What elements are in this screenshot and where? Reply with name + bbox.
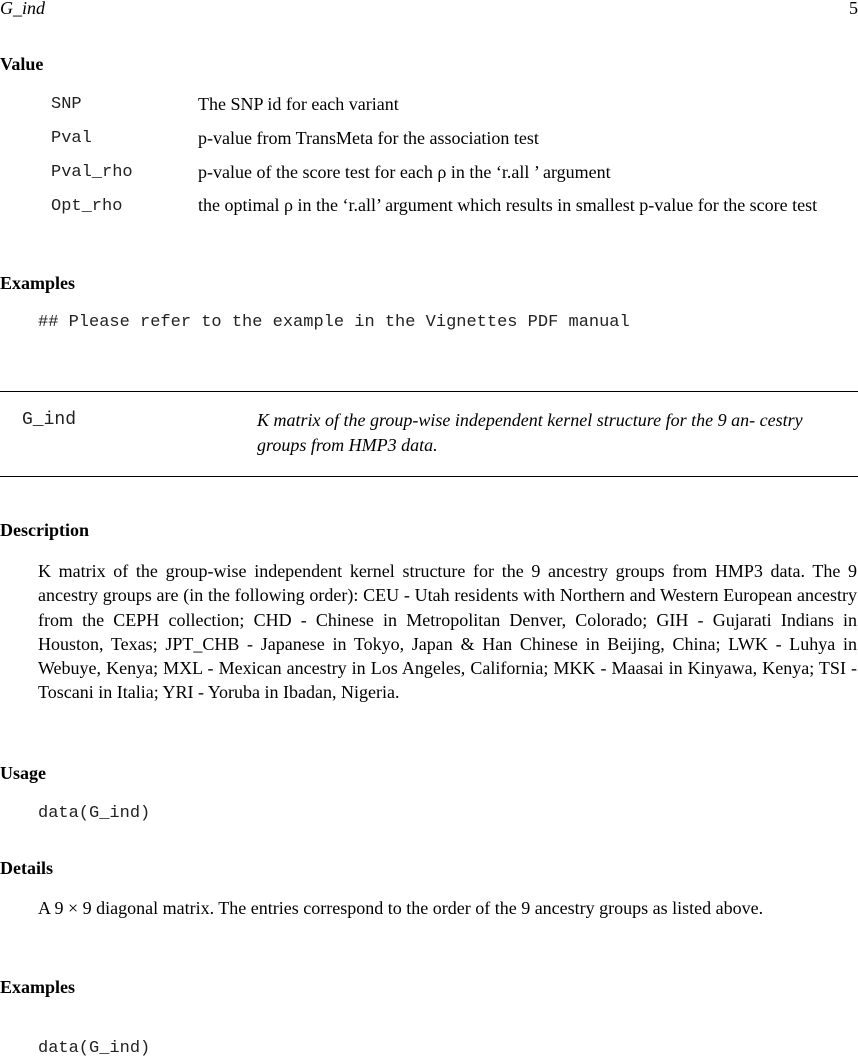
- examples-code-2: data(G_ind): [38, 1039, 151, 1058]
- title-rule-top: [0, 391, 858, 392]
- value-term-pval-rho: Pval_rho: [51, 163, 133, 182]
- description-text: K matrix of the group-wise independent kernel structure for the 9 ancestry groups from HMP3 data. The 9 ancestry groups are (in the following order): CEU - Utah residents with Northern and Western European ancestry from the CEPH collection; CHD - Chinese in Metropolitan Denver, Colorado; GIH - Gujarati Indians in Houston, Texas; JPT_CHB - Japanese in Tokyo, Japan & Han Chinese in Beijing, China; LWK - Luhya in Webuye, Kenya; MXL - Mexican ancestry in Los Angeles, California; MKK - Maasai in Kinyawa, Kenya; TSI - Toscani in Italia; YRI - Yoruba in Ibadan, Nigeria.: [38, 561, 857, 703]
- examples-heading-2: Examples: [0, 977, 76, 997]
- entry-title: K matrix of the group-wise independent kernel structure for the 9 an- cestry groups from HMP3 data.: [257, 410, 803, 455]
- description-heading: Description: [0, 520, 89, 540]
- title-rule-bottom: [0, 476, 858, 477]
- usage-heading: Usage: [0, 763, 46, 783]
- details-heading: Details: [0, 858, 53, 878]
- value-desc-pval-rho: p-value of the score test for each ρ in the ‘r.all ’ argument: [198, 162, 611, 182]
- usage-code: data(G_ind): [38, 804, 151, 823]
- page-number: 5: [849, 0, 858, 18]
- examples-code: ## Please refer to the example in the Vignettes PDF manual: [38, 313, 630, 332]
- running-header-title: G_ind: [0, 0, 45, 18]
- value-desc-pval: p-value from TransMeta for the association test: [198, 128, 539, 148]
- examples-heading: Examples: [0, 273, 76, 293]
- details-text: A 9 × 9 diagonal matrix. The entries correspond to the order of the 9 ancestry groups as listed above.: [38, 898, 764, 918]
- value-term-pval: Pval: [51, 129, 92, 148]
- value-heading: Value: [0, 54, 44, 74]
- value-term-opt-rho: Opt_rho: [51, 197, 123, 216]
- value-desc-opt-rho: the optimal ρ in the ‘r.all’ argument which results in smallest p-value for the score test: [198, 195, 818, 215]
- value-desc-snp: The SNP id for each variant: [198, 94, 399, 114]
- value-term-snp: SNP: [51, 95, 82, 114]
- entry-name: G_ind: [22, 410, 77, 430]
